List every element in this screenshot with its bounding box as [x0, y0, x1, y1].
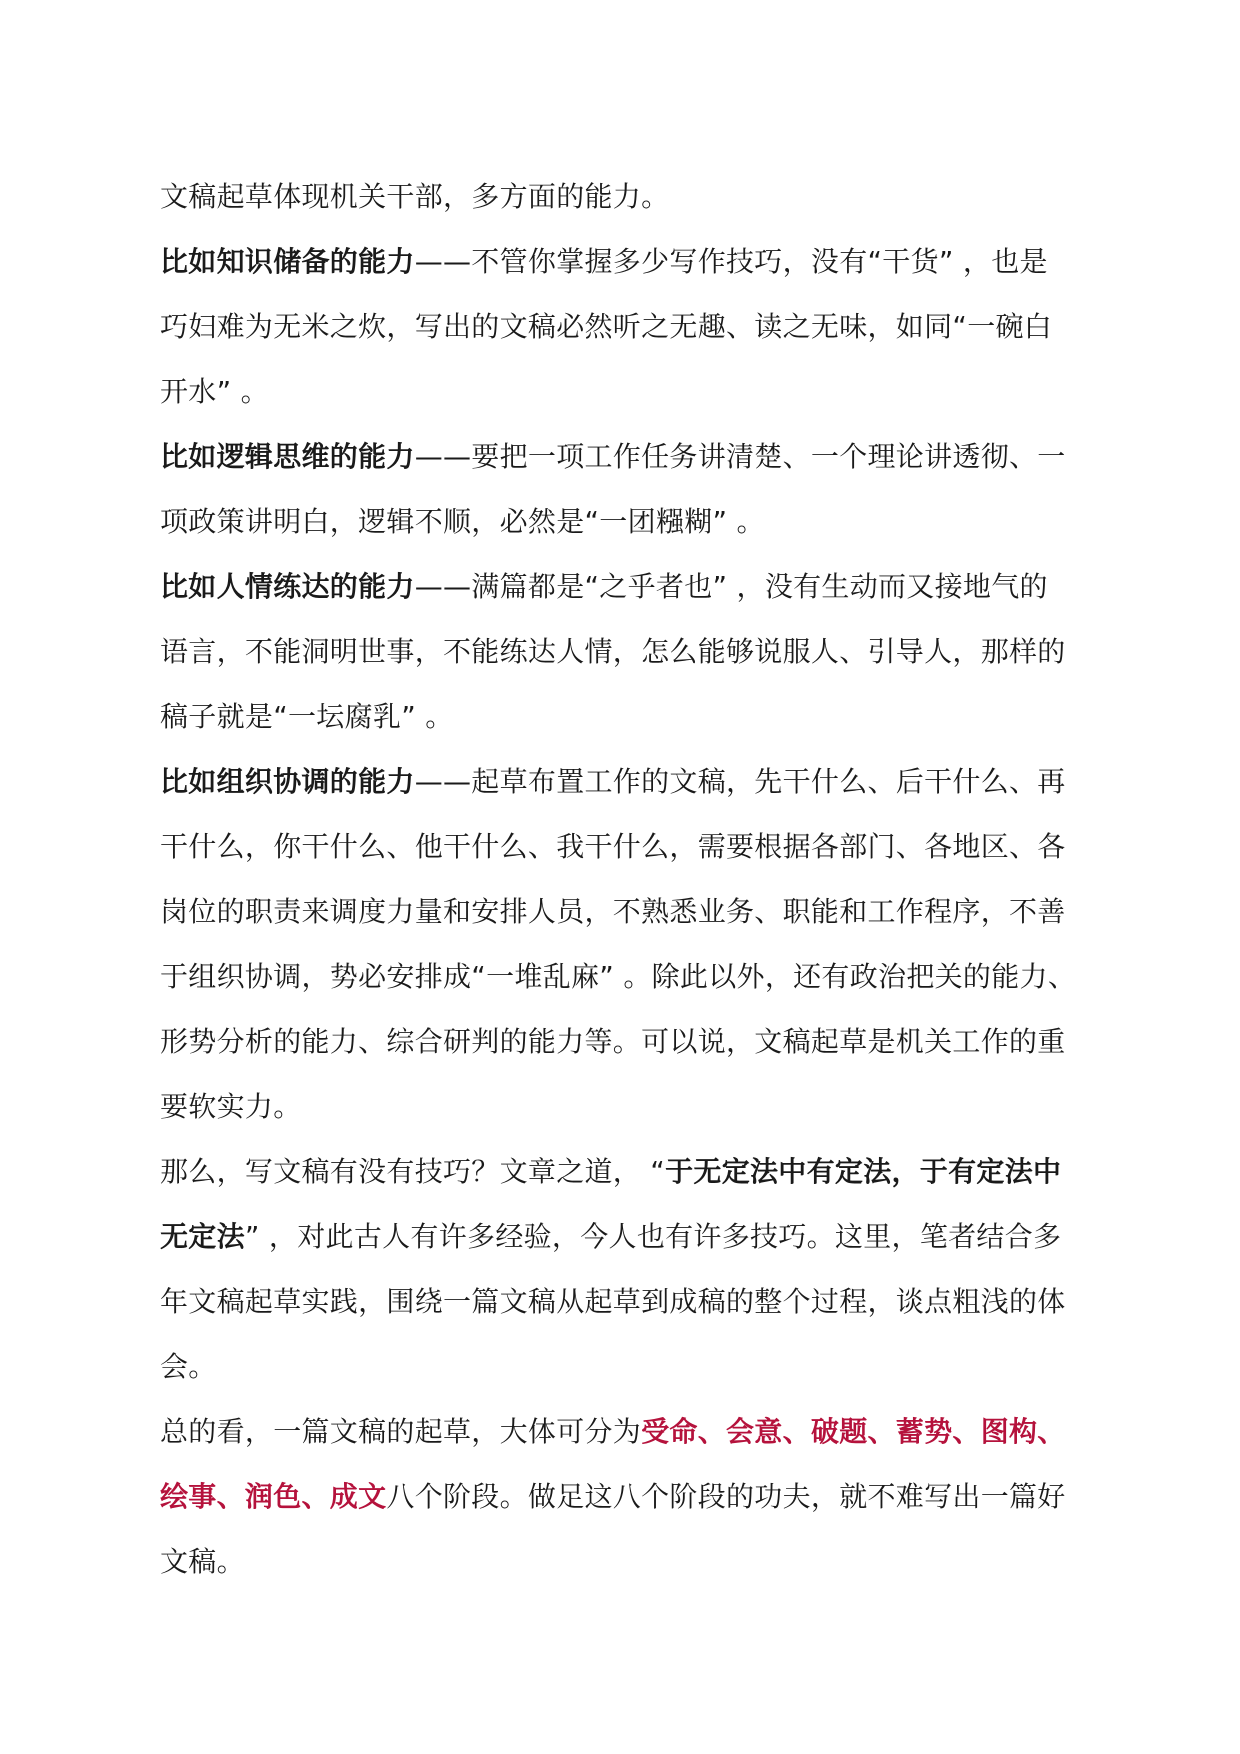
text-line — [160, 294, 1120, 359]
text-run: 八个阶段。做足这八个阶段的功夫，就不难写出一篇好 — [386, 1480, 1066, 1513]
bold-phrase: 比如逻辑思维的能力 — [160, 440, 415, 473]
paragraph — [160, 1139, 1120, 1399]
text-run: ——不管你掌握多少写作技巧，没有“干货” ，也是 — [414, 245, 1048, 278]
text-line — [160, 814, 1120, 879]
bold-phrase: 无定法 — [160, 1220, 245, 1253]
text-line — [160, 1399, 1120, 1464]
text-line — [160, 164, 1120, 229]
highlighted-phrase: 绘事、润色、成文 — [160, 1480, 387, 1513]
paragraph — [160, 749, 1120, 1139]
text-run: 项政策讲明白，逻辑不顺，必然是“一团糨糊” 。 — [160, 505, 765, 538]
text-line — [160, 1269, 1120, 1334]
text-run: 干什么，你干什么、他干什么、我干什么，需要根据各部门、各地区、各 — [160, 830, 1066, 863]
bold-phrase: 比如人情练达的能力 — [160, 570, 415, 603]
highlighted-phrase: 受命、会意、破题、蓄势、图构、 — [641, 1415, 1066, 1448]
bold-phrase: 于无定法中有定法，于有定法中 — [665, 1155, 1062, 1188]
paragraph — [160, 424, 1120, 554]
text-run: 开水” 。 — [160, 375, 269, 408]
paragraph — [160, 1399, 1120, 1594]
text-run: ” ，对此古人有许多经验，今人也有许多技巧。这里，笔者结合多 — [244, 1220, 1062, 1253]
text-run: ——起草布置工作的文稿，先干什么、后干什么、再 — [414, 765, 1066, 798]
bold-phrase: 比如组织协调的能力 — [160, 765, 415, 798]
text-run: 岗位的职责来调度力量和安排人员，不熟悉业务、职能和工作程序，不善 — [160, 895, 1066, 928]
text-line — [160, 944, 1120, 1009]
text-line — [160, 359, 1120, 424]
text-line — [160, 684, 1120, 749]
document-body — [160, 164, 1120, 1594]
text-line — [160, 489, 1120, 554]
text-line — [160, 554, 1120, 619]
text-line — [160, 1139, 1120, 1204]
text-run: 总的看，一篇文稿的起草，大体可分为 — [160, 1415, 642, 1448]
text-run: 年文稿起草实践，围绕一篇文稿从起草到成稿的整个过程，谈点粗浅的体 — [160, 1285, 1066, 1318]
text-line — [160, 1009, 1120, 1074]
text-run: 会。 — [160, 1350, 217, 1383]
text-run: 稿子就是“一坛腐乳” 。 — [160, 700, 454, 733]
text-run: 语言，不能洞明世事，不能练达人情，怎么能够说服人、引导人，那样的 — [160, 635, 1066, 668]
text-line — [160, 879, 1120, 944]
bold-phrase: 比如知识储备的能力 — [160, 245, 415, 278]
paragraph — [160, 229, 1120, 424]
text-run: 要软实力。 — [160, 1090, 302, 1123]
text-run: 巧妇难为无米之炊，写出的文稿必然听之无趣、读之无味，如同“一碗白 — [160, 310, 1053, 343]
text-line — [160, 1529, 1120, 1594]
text-line — [160, 1464, 1120, 1529]
text-run: 文稿。 — [160, 1545, 245, 1578]
text-run: ——要把一项工作任务讲清楚、一个理论讲透彻、一 — [414, 440, 1066, 473]
paragraph — [160, 554, 1120, 749]
text-run: 形势分析的能力、综合研判的能力等。可以说，文稿起草是机关工作的重 — [160, 1025, 1066, 1058]
text-run: ——满篇都是“之乎者也” ，没有生动而又接地气的 — [414, 570, 1048, 603]
text-line — [160, 1334, 1120, 1399]
paragraph — [160, 164, 1120, 229]
text-line — [160, 229, 1120, 294]
text-line — [160, 1204, 1120, 1269]
text-run: 那么，写文稿有没有技巧？文章之道， “ — [160, 1155, 666, 1188]
text-line — [160, 619, 1120, 684]
text-run: 文稿起草体现机关干部，多方面的能力。 — [160, 180, 670, 213]
text-run: 于组织协调，势必安排成“一堆乱麻” 。除此以外，还有政治把关的能力、 — [160, 960, 1077, 993]
text-line — [160, 424, 1120, 489]
text-line — [160, 1074, 1120, 1139]
text-line — [160, 749, 1120, 814]
